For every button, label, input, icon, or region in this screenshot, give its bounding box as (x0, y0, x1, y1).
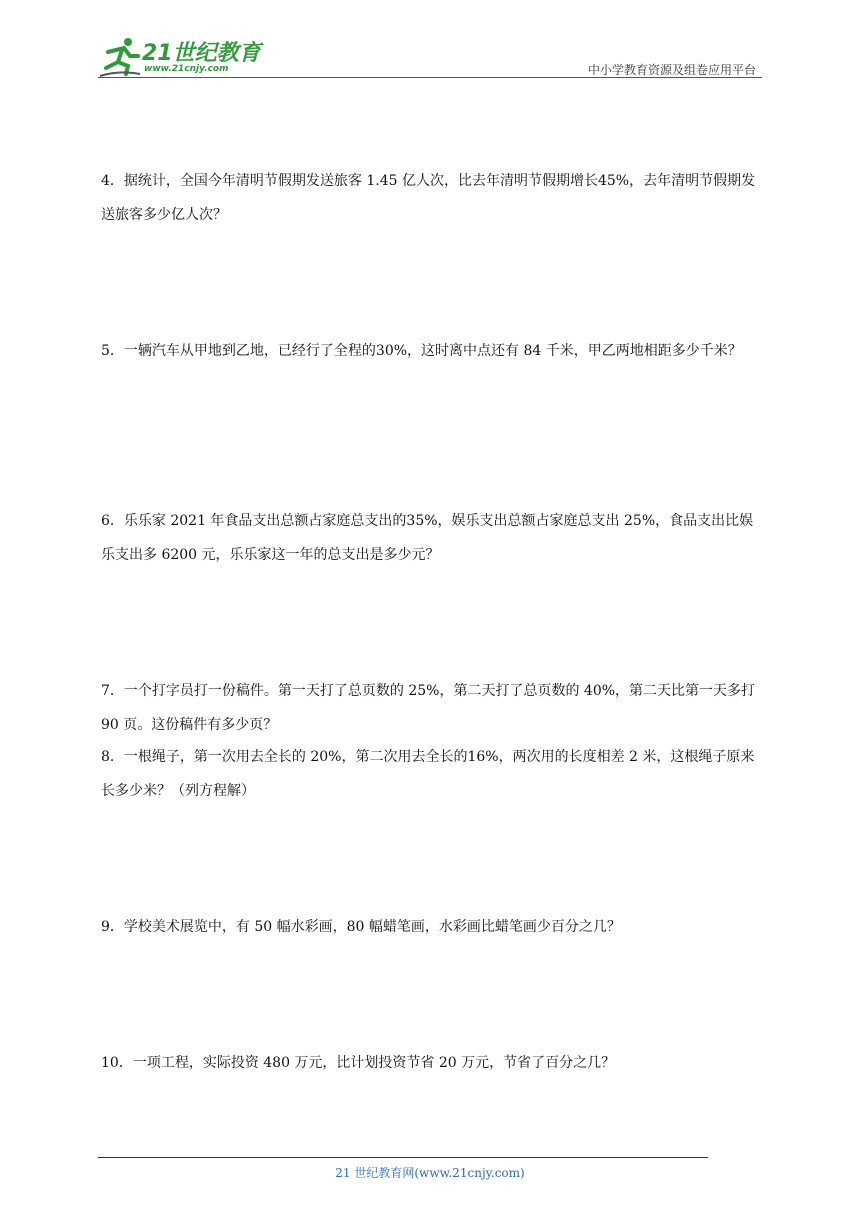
footer-divider (98, 1157, 708, 1158)
runner-logo-icon (98, 34, 142, 78)
question-6: 6．乐乐家 2021 年食品支出总额占家庭总支出的35%，娱乐支出总额占家庭总支出 25%，食品支出比娱乐支出多 6200 元，乐乐家这一年的总支出是多少元？ (101, 513, 754, 563)
question-8: 8．一根绳子，第一次用去全长的 20%，第二次用去全长的16%，两次用的长度相差 2 米，这根绳子原来长多少米？（列方程解） (101, 749, 755, 799)
footer-link[interactable]: 21 世纪教育网(www.21cnjy.com) (335, 1166, 525, 1180)
question-7: 7．一个打字员打一份稿件。第一天打了总页数的 25%，第二天打了总页数的 40%，第二天比第一天多打 90 页。这份稿件有多少页？ (101, 683, 756, 733)
question-9: 9．学校美术展览中，有 50 幅水彩画，80 幅蜡笔画，水彩画比蜡笔画少百分之几？ (101, 919, 621, 935)
site-logo[interactable] (98, 34, 268, 78)
page-header (98, 30, 762, 80)
question-4: 4．据统计，全国今年清明节假期发送旅客 1.45 亿人次，比去年清明节假期增长45%，去年清明节假期发送旅客多少亿人次？ (101, 173, 756, 223)
logo-url-text: www.21cnjy.com (144, 64, 229, 74)
logo-main-text: 21世纪教育 (142, 41, 261, 66)
question-5: 5．一辆汽车从甲地到乙地，已经行了全程的30%，这时离中点还有 84 千米，甲乙两地相距多少千米？ (101, 343, 742, 359)
platform-title: 中小学教育资源及组卷应用平台 (587, 63, 756, 77)
question-10: 10．一项工程，实际投资 480 万元，比计划投资节省 20 万元，节省了百分之几？ (101, 1055, 616, 1071)
header-divider (98, 77, 762, 78)
